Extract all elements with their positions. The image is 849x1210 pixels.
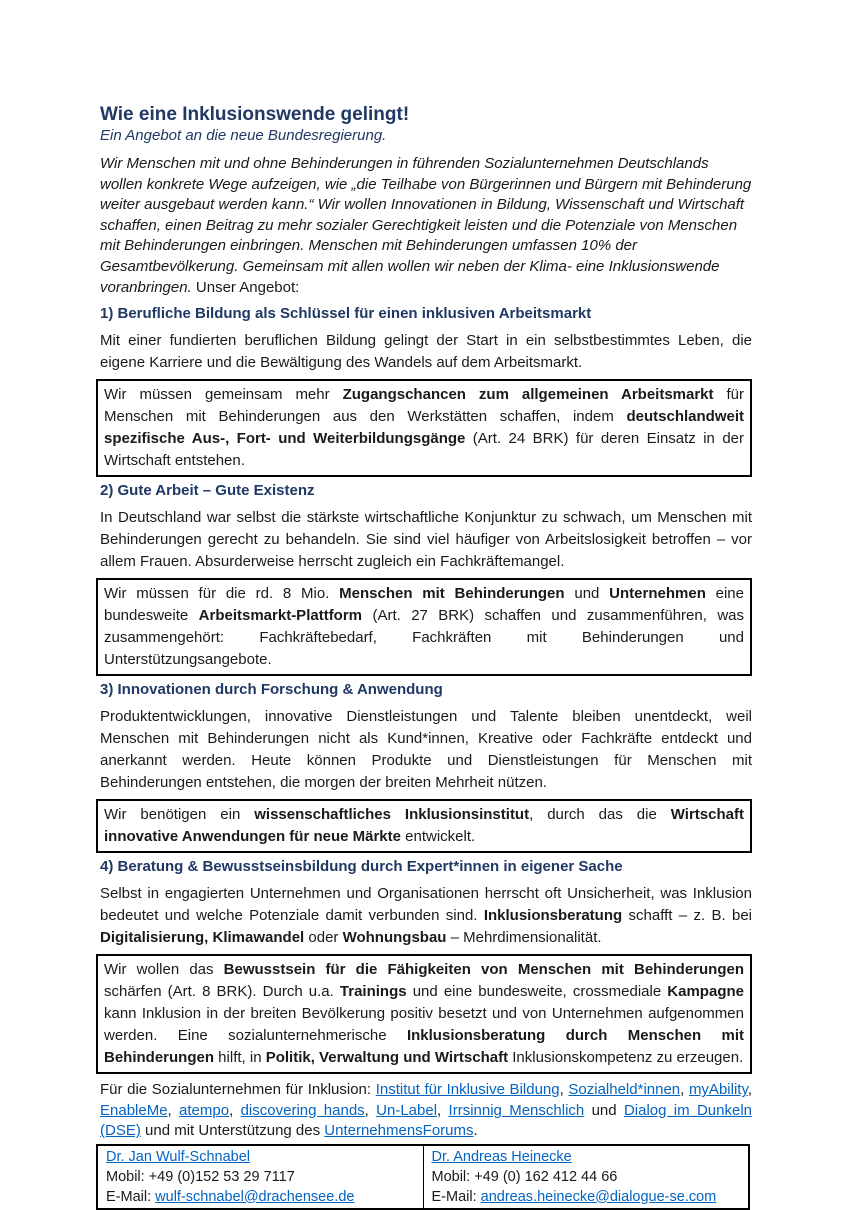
emphasis-text: Digitalisierung, Klimawandel xyxy=(100,929,305,947)
body-text: schafft – z. B. bei xyxy=(622,907,752,925)
footer-text: und mit Unterstützung des xyxy=(140,1122,325,1140)
box-text: kann Inklusion in der breiten Bevölkerung positiv besetzt und von Unternehmen aufgenommen werden. Eine sozialunternehmerische xyxy=(104,1005,744,1045)
box-text: (Art. 24 BRK) für deren Einsatz in der Wirtschaft entstehen. xyxy=(104,430,745,470)
footer-text: , xyxy=(559,1081,569,1099)
box-text: für Menschen mit Behinderungen aus den Werkstätten schaffen, indem xyxy=(104,386,745,426)
partner-link[interactable]: UnternehmensForums xyxy=(324,1122,474,1140)
footer-paragraph xyxy=(100,1080,752,1142)
emphasis-text: deutschlandweit spezifische Aus-, Fort- und Weiterbildungsgänge xyxy=(104,408,744,448)
body-text: – Mehrdimensionalität. xyxy=(446,929,602,947)
box-text: Wir müssen für die rd. 8 Mio. xyxy=(104,585,340,603)
box-text: (Art. 27 BRK) schaffen und zusammenführen, was zusammengehört: Fachkräftebedarf, Fachkräften mit Behinderungen und Unterstützungsangebote. xyxy=(104,607,744,669)
partner-link[interactable]: Un-Label xyxy=(376,1101,438,1119)
section-heading: 4) Beratung & Bewusstseinsbildung durch Expert*innen in eigener Sache xyxy=(100,858,623,876)
section-body xyxy=(100,883,752,949)
intro-paragraph xyxy=(100,154,752,298)
action-box xyxy=(96,954,752,1074)
action-box xyxy=(96,379,752,477)
partner-link[interactable]: myAbility xyxy=(688,1081,748,1099)
emphasis-text: Inklusionsberatung durch Menschen mit Behinderungen xyxy=(104,1027,744,1067)
emphasis-text: Kampagne xyxy=(667,983,744,1001)
box-text: Inklusionskompetenz zu erzeugen. xyxy=(508,1049,744,1067)
box-text: Wir müssen gemeinsam mehr xyxy=(104,386,343,404)
emphasis-text: wissenschaftliches Inklusionsinstitut xyxy=(254,806,530,824)
intro-text: Wir Menschen mit und ohne Behinderungen in führenden Sozialunternehmen Deutschlands wollen konkrete Wege aufzeigen, wie „die Teilhabe von Bürgerinnen und Bürgern mit Behinderung weiter ausgebaut werden kann.“ Wir wollen Innovationen in Bildung, Wissenschaft und Wirtschaft schaffen, einen Beitrag zu mehr sozialer Gerechtigkeit leisten und die Potenziale von Menschen mit Behinderungen einbringen. Menschen mit Behinderungen umfassen 10% der Gesamtbevölkerung. Gemeinsam mit allen wollen wir neben der Klima- eine Inklusionswende voranbringen. xyxy=(100,155,752,296)
footer-text: , xyxy=(167,1101,180,1119)
section-heading: 1) Berufliche Bildung als Schlüssel für einen inklusiven Arbeitsmarkt xyxy=(100,305,592,323)
section-heading: 3) Innovationen durch Forschung & Anwendung xyxy=(100,681,443,699)
intro-tail: Unser Angebot: xyxy=(191,278,300,296)
partner-link[interactable]: Irrsinnig Menschlich xyxy=(448,1101,585,1119)
box-text: hilft, in xyxy=(214,1049,266,1067)
section-heading: 2) Gute Arbeit – Gute Existenz xyxy=(100,482,315,500)
action-box xyxy=(96,799,752,853)
footer-text: , xyxy=(680,1081,689,1099)
email-label: E-Mail: xyxy=(106,1188,152,1205)
emphasis-text: Zugangschancen zum allgemeinen Arbeitsmarkt xyxy=(342,386,714,404)
footer-text: , xyxy=(364,1101,377,1119)
partner-link[interactable]: Sozialheld*innen xyxy=(568,1081,681,1099)
contact-card xyxy=(423,1146,749,1208)
footer-text: . xyxy=(473,1122,478,1140)
page-title: Wie eine Inklusionswende gelingt! xyxy=(100,104,410,125)
box-text: und eine bundesweite, crossmediale xyxy=(406,983,668,1001)
body-text: Selbst in engagierten Unternehmen und Organisationen herrscht oft Unsicherheit, was Inklusion bedeutet und welche Potenziale damit verbunden sind. xyxy=(100,885,752,925)
box-text: und xyxy=(564,585,610,603)
footer-text: Für die Sozialunternehmen für Inklusion: xyxy=(100,1081,376,1099)
contact-name-link[interactable]: Dr. Jan Wulf-Schnabel xyxy=(106,1148,250,1165)
box-text: Wir benötigen ein xyxy=(104,806,255,824)
contact-card xyxy=(98,1146,423,1208)
partner-link[interactable]: discovering hands xyxy=(240,1101,365,1119)
contact-name-link[interactable]: Dr. Andreas Heinecke xyxy=(431,1148,572,1165)
section-body: Produktentwicklungen, innovative Dienstleistungen und Talente bleiben unentdeckt, weil Menschen mit Behinderungen nicht als Kund*innen, Kreative oder Fachkräfte entdeckt und anerkannt werden. Heute können Produkte und Dienstleistungen für Menschen mit Behinderungen entstehen, die morgen der breiten Mehrheit nützen. xyxy=(100,708,752,792)
footer-text: , xyxy=(229,1101,241,1119)
mobil-label: Mobil: xyxy=(106,1168,145,1185)
page-subtitle: Ein Angebot an die neue Bundesregierung. xyxy=(100,127,387,144)
partner-link[interactable]: Dialog im Dunkeln (DSE) xyxy=(100,1101,752,1140)
box-text: entwickelt. xyxy=(400,828,476,846)
box-text: schärfen (Art. 8 BRK). Durch u.a. xyxy=(104,983,340,1001)
mobil-label: Mobil: xyxy=(431,1168,471,1185)
footer-text: , xyxy=(437,1101,449,1119)
emphasis-text: Politik, Verwaltung und Wirtschaft xyxy=(265,1049,509,1067)
box-text: , durch das die xyxy=(529,806,671,824)
emphasis-text: Menschen mit Behinderungen xyxy=(339,585,565,603)
emphasis-text: Wirtschaft innovative Anwendungen für neue Märkte xyxy=(104,806,744,846)
emphasis-text: Wohnungsbau xyxy=(342,929,447,947)
section-body: Mit einer fundierten beruflichen Bildung gelingt der Start in ein selbstbestimmtes Leben, die eigene Karriere und die Bewältigung des Wandels auf dem Arbeitsmarkt. xyxy=(100,332,752,372)
mobil-number: +49 (0) 162 412 44 66 xyxy=(474,1168,618,1185)
sections xyxy=(100,304,752,1074)
footer-text: , xyxy=(747,1081,753,1099)
document-page xyxy=(100,104,752,1210)
action-box xyxy=(96,578,752,676)
emphasis-text: Arbeitsmarkt-Plattform xyxy=(198,607,363,625)
footer-text: und xyxy=(584,1101,624,1119)
email-link[interactable]: andreas.heinecke@dialogue-se.com xyxy=(480,1188,717,1205)
section-body: In Deutschland war selbst die stärkste wirtschaftliche Konjunktur zu schwach, um Menschen mit Behinderungen gerecht zu behandeln. Sie sind viel häufiger von Arbeitslosigkeit betroffen – vor allem Frauen. Absurderweise herrscht zugleich ein Fachkräftemangel. xyxy=(100,509,752,571)
emphasis-text: Trainings xyxy=(339,983,407,1001)
body-text: oder xyxy=(304,929,343,947)
box-text: eine bundesweite xyxy=(104,585,744,625)
emphasis-text: Unternehmen xyxy=(609,585,706,603)
partner-link[interactable]: EnableMe xyxy=(100,1101,168,1119)
mobil-number: +49 (0)152 53 29 7117 xyxy=(148,1168,295,1185)
email-link[interactable]: wulf-schnabel@drachensee.de xyxy=(155,1188,355,1205)
email-label: E-Mail: xyxy=(431,1188,477,1205)
partner-link[interactable]: Institut für Inklusive Bildung xyxy=(375,1081,560,1099)
emphasis-text: Inklusionsberatung xyxy=(483,907,623,925)
box-text: Wir wollen das xyxy=(104,961,224,979)
partner-link[interactable]: atempo xyxy=(179,1101,230,1119)
emphasis-text: Bewusstsein für die Fähigkeiten von Menschen mit Behinderungen xyxy=(223,961,744,979)
